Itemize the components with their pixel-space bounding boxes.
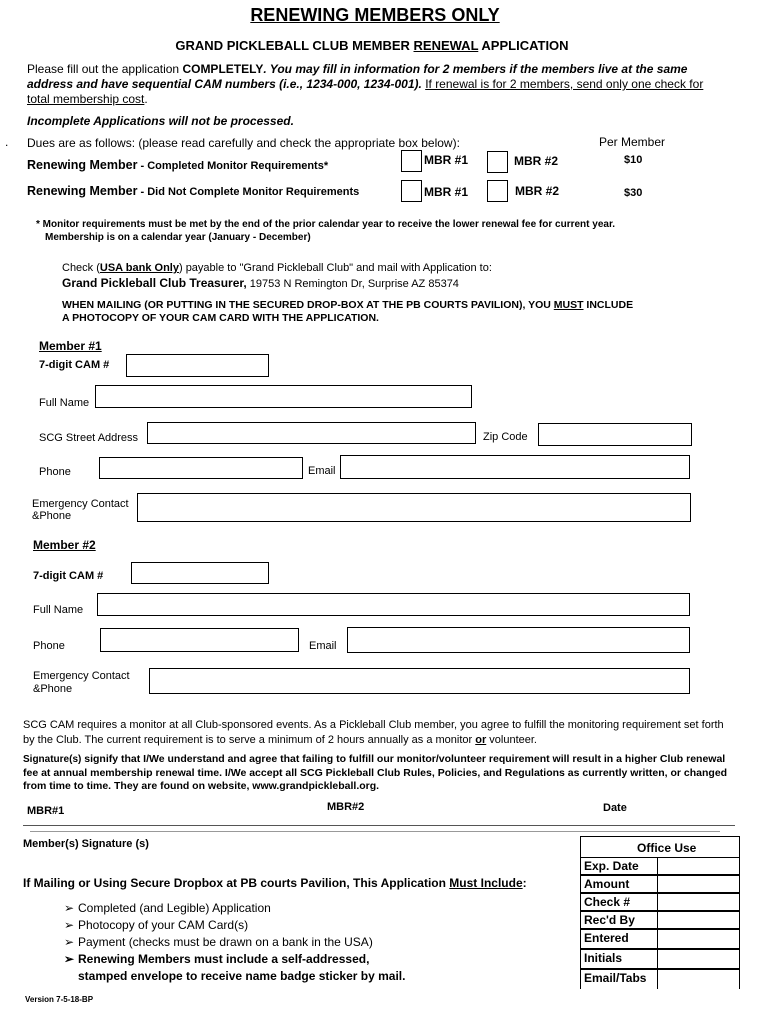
member2-emergency-label: Emergency Contact &Phone bbox=[33, 670, 130, 695]
member2-heading: Member #2 bbox=[33, 538, 96, 552]
monitor-agreement: SCG CAM requires a monitor at all Club-sponsored events. As a Pickleball Club member, you agree to fulfill the monitoring requirement set forth by the Club. The current requirement is to serve a minimum of 2 hours annually as a monitor or volunteer. bbox=[23, 719, 724, 746]
office-cell[interactable] bbox=[658, 969, 740, 989]
arrow-bullet-icon: ➢ bbox=[64, 901, 75, 915]
member1-phone-input[interactable] bbox=[99, 457, 303, 479]
signature-mbr1-label: MBR#1 bbox=[27, 805, 65, 817]
mbr1-not-completed-checkbox[interactable] bbox=[401, 180, 422, 202]
list-item: ➢ Completed (and Legible) Application bbox=[64, 901, 271, 915]
office-use-title: Office Use bbox=[637, 841, 697, 855]
arrow-bullet-icon: ➢ bbox=[64, 952, 75, 966]
member1-cam-input[interactable] bbox=[126, 354, 269, 377]
member1-street-label: SCG Street Address bbox=[39, 432, 139, 444]
member1-heading: Member #1 bbox=[39, 339, 102, 353]
dues-intro: Dues are as follows: (please read carefully and check the appropriate box below): bbox=[27, 136, 460, 150]
office-cell[interactable] bbox=[658, 875, 740, 893]
member1-full-name-label: Full Name bbox=[39, 397, 90, 409]
member1-zip-label: Zip Code bbox=[483, 431, 528, 443]
member2-full-name-input[interactable] bbox=[97, 593, 690, 616]
list-item: ➢ Payment (checks must be drawn on a bank in the USA) bbox=[64, 935, 373, 949]
office-row-amount: Amount bbox=[580, 875, 740, 893]
list-item: ➢ Photocopy of your CAM Card(s) bbox=[64, 918, 249, 932]
list-item: ➢ Renewing Members must include a self-addressed, stamped envelope to receive name badge sticker by mail. bbox=[64, 952, 406, 983]
signature-label: Member(s) Signature (s) bbox=[23, 838, 149, 850]
office-cell[interactable] bbox=[658, 893, 740, 911]
member2-phone-input[interactable] bbox=[100, 628, 299, 652]
price-completed: $10 bbox=[624, 154, 643, 166]
dues-row-completed: Renewing Member - Completed Monitor Requirements* bbox=[27, 158, 329, 172]
mbr2-label: MBR #2 bbox=[515, 184, 560, 198]
member1-phone-label: Phone bbox=[39, 466, 71, 478]
monitor-note: * Monitor requirements must be met by the end of the prior calendar year to receive the lower renewal fee for current year. Membership is on a calendar year (January - December) bbox=[36, 219, 616, 243]
member1-zip-input[interactable] bbox=[538, 423, 692, 446]
member1-full-name-input[interactable] bbox=[95, 385, 472, 408]
signature-agreement: Signature(s) signify that I/We understand and agree that failing to fulfill our monitor/volunteer requirement will result in a higher Club renewal fee at annual membership renewal time. I/We accept all SCG Pickleball Club Rules, Policies, and Regulations as currently written, or changed from time to time. They are found on website, www.grandpickleball.org. bbox=[23, 753, 728, 792]
dues-row-not-completed: Renewing Member - Did Not Complete Monitor Requirements bbox=[27, 184, 360, 198]
mailing-requirements-heading: If Mailing or Using Secure Dropbox at PB courts Pavilion, This Application Must Include: bbox=[23, 876, 527, 890]
mbr1-label: MBR #1 bbox=[424, 185, 469, 199]
mbr2-not-completed-checkbox[interactable] bbox=[487, 180, 508, 202]
office-row-initials: Initials bbox=[580, 949, 740, 969]
member2-email-input[interactable] bbox=[347, 627, 690, 653]
member2-cam-input[interactable] bbox=[131, 562, 269, 584]
incomplete-warning: Incomplete Applications will not be processed. bbox=[27, 114, 294, 128]
signature-date-label: Date bbox=[603, 802, 627, 814]
member1-emergency-label: Emergency Contact &Phone bbox=[32, 498, 129, 522]
member1-street-input[interactable] bbox=[147, 422, 476, 444]
office-row-recd-by: Rec'd By bbox=[580, 911, 740, 929]
member1-email-label: Email bbox=[308, 465, 336, 477]
form-subtitle: GRAND PICKLEBALL CLUB MEMBER RENEWAL APPLICATION bbox=[175, 38, 569, 53]
office-cell[interactable] bbox=[658, 911, 740, 929]
member1-email-input[interactable] bbox=[340, 455, 690, 479]
mbr1-completed-checkbox[interactable] bbox=[401, 150, 422, 172]
member2-phone-label: Phone bbox=[33, 640, 65, 652]
member2-email-label: Email bbox=[309, 640, 337, 652]
per-member-header: Per Member bbox=[599, 135, 666, 149]
member1-cam-label: 7-digit CAM # bbox=[39, 359, 110, 371]
price-not-completed: $30 bbox=[624, 187, 643, 199]
arrow-bullet-icon: ➢ bbox=[64, 935, 75, 949]
office-row-email-tabs: Email/Tabs bbox=[580, 969, 740, 989]
payment-instruction: Check (USA bank Only) payable to "Grand Pickleball Club" and mail with Application to: bbox=[62, 262, 492, 274]
version-footer: Version 7-5-18-BP bbox=[25, 995, 94, 1004]
office-cell[interactable] bbox=[658, 929, 740, 949]
signature-mbr2-label: MBR#2 bbox=[327, 801, 365, 813]
arrow-bullet-icon: ➢ bbox=[64, 918, 75, 932]
mailing-requirements-list bbox=[64, 900, 514, 985]
mailing-notice: WHEN MAILING (OR PUTTING IN THE SECURED DROP-BOX AT THE PB COURTS PAVILION), YOU MUST INCLUDE A PHOTOCOPY OF YOUR CAM CARD WITH THE APPLICATION. bbox=[62, 299, 634, 324]
mbr2-label: MBR #2 bbox=[514, 154, 559, 168]
page-title: RENEWING MEMBERS ONLY bbox=[250, 5, 500, 25]
office-row-check: Check # bbox=[580, 893, 740, 911]
treasurer-address: Grand Pickleball Club Treasurer, 19753 N Remington Dr, Surprise AZ 85374 bbox=[62, 276, 459, 290]
member2-emergency-input[interactable] bbox=[149, 668, 690, 694]
member2-full-name-label: Full Name bbox=[33, 604, 84, 616]
member1-emergency-input[interactable] bbox=[137, 493, 691, 522]
intro-paragraph: Please fill out the application COMPLETELY. You may fill in information for 2 members if the members live at the same address and have sequential CAM numbers (i.e., 1234-000, 1234-001). If renewal is for 2 members, send only one check for total membership cost. bbox=[27, 62, 704, 106]
office-row-exp-date: Exp. Date bbox=[580, 857, 740, 875]
office-cell[interactable] bbox=[658, 857, 740, 875]
mbr2-completed-checkbox[interactable] bbox=[487, 151, 508, 173]
signature-line[interactable] bbox=[23, 825, 735, 826]
signature-line-underline bbox=[30, 831, 720, 832]
office-row-entered: Entered bbox=[580, 929, 740, 949]
dues-dot: . bbox=[5, 135, 9, 149]
member2-cam-label: 7-digit CAM # bbox=[33, 570, 104, 582]
mbr1-label: MBR #1 bbox=[424, 153, 469, 167]
office-cell[interactable] bbox=[658, 949, 740, 969]
